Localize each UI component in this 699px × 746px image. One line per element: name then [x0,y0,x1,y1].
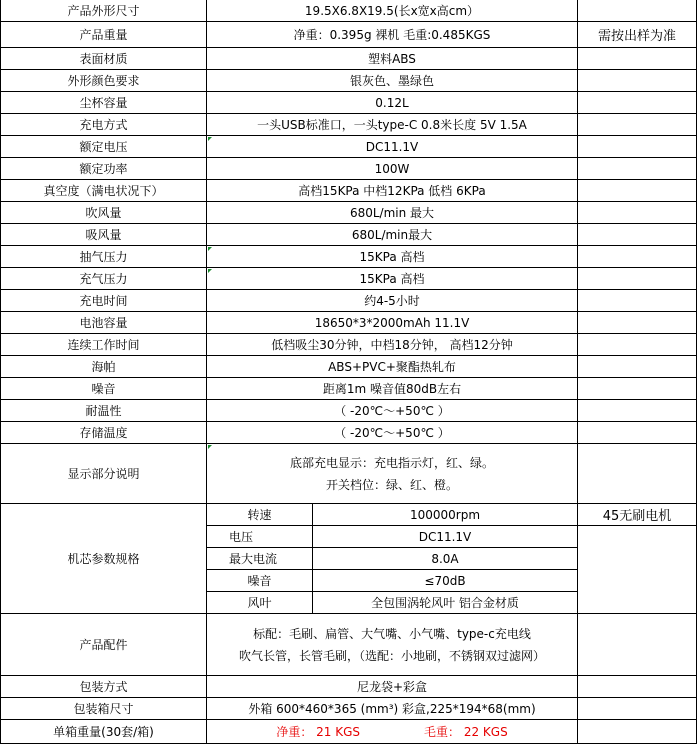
row-filter [0,356,699,378]
label-temp: 耐温性 [0,400,207,422]
value-inflate [207,268,578,290]
box-net-weight: 净重： 21 KGS [276,725,360,739]
value-suck: 680L/min最大 [207,224,578,246]
row-display [0,444,699,504]
row-charge-time [0,290,699,312]
row-suck [0,224,699,246]
value-accessories [207,614,578,676]
label-suck: 吸风量 [0,224,207,246]
motor-param-name: 电压 [207,526,313,548]
note-dust [578,92,697,114]
label-noise: 噪音 [0,378,207,400]
row-box-weight [0,720,699,744]
note-blow [578,202,697,224]
comment-marker [208,247,212,251]
note-vacuum [578,180,697,202]
row-blow [0,202,699,224]
note-box-size [578,698,697,720]
value-runtime: 低档吸尘30分钟，中档18分钟， 高档12分钟 [207,334,578,356]
motor-param-value: 100000rpm [313,504,578,526]
note-packing [578,676,697,698]
row-battery [0,312,699,334]
label-color: 外形颜色要求 [0,70,207,92]
label-inflate: 充气压力 [0,268,207,290]
motor-param-value: DC11.1V [313,526,578,548]
label-dust: 尘杯容量 [0,92,207,114]
value-filter: ABS+PVC+聚酯热轧布 [207,356,578,378]
label-weight: 产品重量 [0,22,207,48]
note-motor-empty [578,526,697,614]
value-box-weight [207,720,578,744]
row-surface [0,48,699,70]
row-color [0,70,699,92]
label-filter: 海帕 [0,356,207,378]
value-battery: 18650*3*2000mAh 11.1V [207,312,578,334]
value-color: 银灰色、墨绿色 [207,70,578,92]
row-power [0,158,699,180]
note-charge-mode [578,114,697,136]
value-extract-text: 15KPa 高档 [359,250,425,264]
row-extract [0,246,699,268]
row-dust [0,92,699,114]
motor-param-value: 8.0A [313,548,578,570]
label-storage: 存储温度 [0,422,207,444]
motor-param-value: ≤70dB [313,570,578,592]
note-temp [578,400,697,422]
note-size [578,0,697,22]
note-box-weight [578,720,697,744]
row-packing [0,676,699,698]
label-packing: 包装方式 [0,676,207,698]
label-runtime: 连续工作时间 [0,334,207,356]
value-charge-mode: 一头USB标准口，一头type-C 0.8米长度 5V 1.5A [207,114,578,136]
value-packing: 尼龙袋+彩盒 [207,676,578,698]
note-color [578,70,697,92]
label-battery: 电池容量 [0,312,207,334]
value-power: 100W [207,158,578,180]
motor-param-name: 最大电流 [207,548,313,570]
value-box-size: 外箱 600*460*365 (mm³) 彩盒,225*194*68(mm) [207,698,578,720]
label-extract: 抽气压力 [0,246,207,268]
row-voltage [0,136,699,158]
label-voltage: 额定电压 [0,136,207,158]
note-voltage [578,136,697,158]
note-display [578,444,697,504]
row-accessories [0,614,699,676]
comment-marker [208,445,212,449]
display-line-2: 开关档位：绿、红、橙。 [325,477,458,492]
value-storage: （ -20℃～+50℃ ） [207,422,578,444]
note-charge-time [578,290,697,312]
value-temp: （ -20℃～+50℃ ） [207,400,578,422]
row-noise [0,378,699,400]
label-box-weight: 单箱重量(30套/箱) [0,720,207,744]
label-size: 产品外形尺寸 [0,0,207,22]
note-power [578,158,697,180]
accessories-line-1: 标配：毛刷、扁管、大气嘴、小气嘴、type-c充电线 [253,626,531,641]
value-charge-time: 约4-5小时 [207,290,578,312]
motor-param-value: 全包围涡轮风叶 铝合金材质 [313,592,578,614]
note-runtime [578,334,697,356]
motor-param-name: 转速 [207,504,313,526]
comment-marker [208,269,212,273]
row-vacuum [0,180,699,202]
row-charge-mode [0,114,699,136]
display-line-1: 底部充电显示：充电指示灯，红、绿。 [289,455,494,470]
value-display [207,444,578,504]
motor-param-name: 噪音 [207,570,313,592]
label-motor: 机芯参数规格 [0,504,207,614]
box-gross-weight: 毛重： 22 KGS [424,725,508,739]
accessories-line-2: 吹气长管，长管毛刷，（选配：小地刷，不锈钢双过滤网） [238,648,545,663]
value-inflate-text: 15KPa 高档 [359,272,425,286]
note-battery [578,312,697,334]
value-noise: 距离1m 噪音值80dB左右 [207,378,578,400]
label-charge-time: 充电时间 [0,290,207,312]
note-noise [578,378,697,400]
note-filter [578,356,697,378]
label-vacuum: 真空度（满电状况下） [0,180,207,202]
value-surface: 塑料ABS [207,48,578,70]
value-size: 19.5X6.8X19.5(长x宽x高cm） [207,0,578,22]
value-blow: 680L/min 最大 [207,202,578,224]
label-charge-mode: 充电方式 [0,114,207,136]
note-inflate [578,268,697,290]
row-runtime [0,334,699,356]
row-box-size [0,698,699,720]
motor-param-name: 风叶 [207,592,313,614]
row-size [0,0,699,22]
value-voltage [207,136,578,158]
label-display: 显示部分说明 [0,444,207,504]
note-surface [578,48,697,70]
row-weight [0,22,699,48]
comment-marker [208,137,212,141]
row-storage [0,422,699,444]
note-motor: 45无刷电机 [578,504,697,526]
value-weight: 净重：0.395g 裸机 毛重:0.485KGS [207,22,578,48]
value-vacuum: 高档15KPa 中档12KPa 低档 6KPa [207,180,578,202]
label-accessories: 产品配件 [0,614,207,676]
value-extract [207,246,578,268]
row-temp [0,400,699,422]
note-accessories [578,614,697,676]
label-blow: 吹风量 [0,202,207,224]
row-motor [0,504,699,614]
label-box-size: 包装箱尺寸 [0,698,207,720]
label-surface: 表面材质 [0,48,207,70]
note-suck [578,224,697,246]
value-dust: 0.12L [207,92,578,114]
note-weight: 需按出样为准 [578,22,697,48]
note-extract [578,246,697,268]
note-storage [578,422,697,444]
row-inflate [0,268,699,290]
label-power: 额定功率 [0,158,207,180]
value-voltage-text: DC11.1V [365,139,419,154]
